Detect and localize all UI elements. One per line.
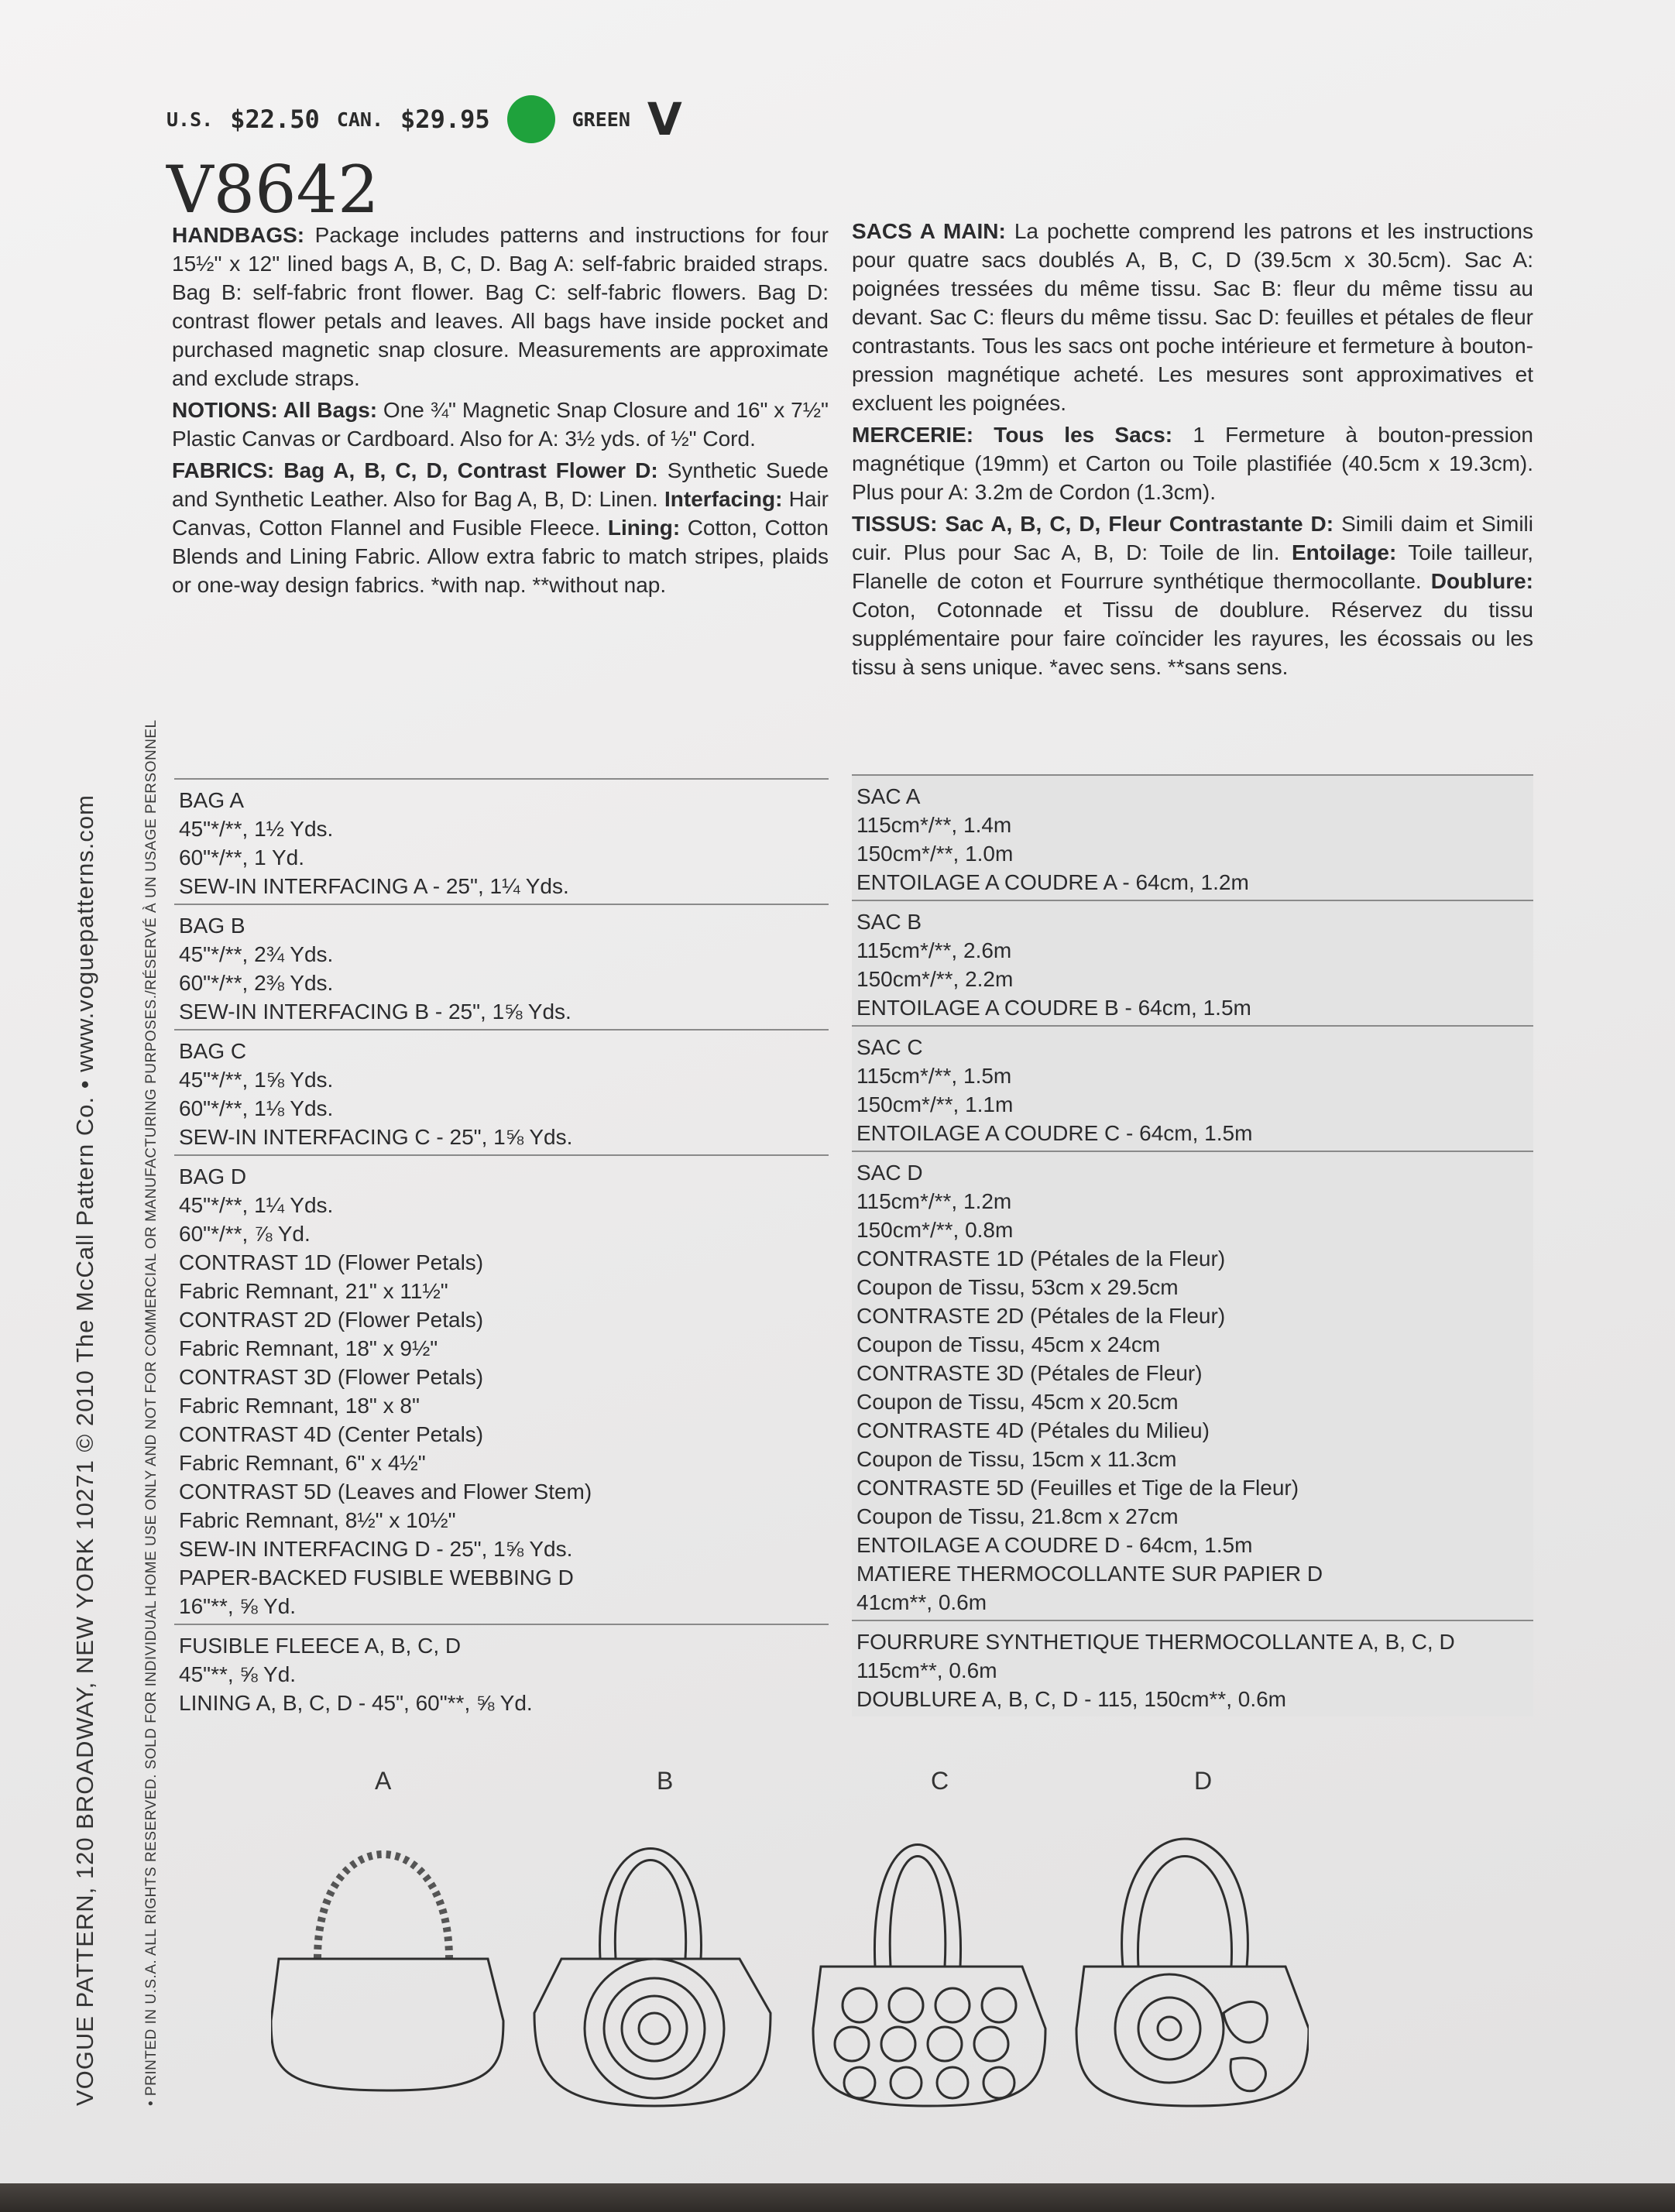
yardage-line: CONTRAST 4D (Center Petals)	[179, 1422, 484, 1446]
yardage-line: PAPER-BACKED FUSIBLE WEBBING D	[179, 1566, 574, 1590]
bag-d-sketch	[1076, 1839, 1309, 2106]
pattern-number: V8642	[166, 152, 379, 228]
yardage-line: DOUBLURE A, B, C, D - 115, 150cm**, 0.6m	[856, 1687, 1287, 1711]
yardage-line: CONTRASTE 2D (Pétales de la Fleur)	[856, 1304, 1226, 1328]
yardage-line: 115cm**, 0.6m	[856, 1658, 997, 1682]
handbags-paragraph: HANDBAGS: Package includes patterns and instructions for four 15½" x 12" lined bags A, B, C, D. Bag A: self-fabric braided straps. Bag B: self-fabric front flower. Bag C: self-fabric flowers. Bag D: contrast flower petals and leaves. All bags have inside pocket and purchased magnetic snap closure. Measurements are approximate and exclude straps.	[172, 223, 829, 390]
yardage-line: 150cm*/**, 1.0m	[856, 842, 1014, 866]
yardage-line: CONTRAST 3D (Flower Petals)	[179, 1365, 484, 1389]
yardage-line: 45"*/**, 1⅝ Yds.	[179, 1068, 334, 1092]
bag-c-sketch	[813, 1845, 1045, 2107]
yardage-line: CONTRASTE 3D (Pétales de Fleur)	[856, 1361, 1203, 1385]
yardage-line: CONTRAST 5D (Leaves and Flower Stem)	[179, 1480, 592, 1504]
yardage-block	[852, 1025, 1533, 1151]
can-price: $29.95	[400, 105, 490, 134]
yardage-line: CONTRASTE 4D (Pétales du Milieu)	[856, 1418, 1210, 1442]
yardage-line: BAG D	[179, 1164, 247, 1188]
sketch-label-d: D	[1194, 1767, 1213, 1795]
french-description	[852, 217, 1533, 684]
yardage-line: Fabric Remnant, 21" x 11½"	[179, 1279, 448, 1303]
yardage-line: BAG C	[179, 1039, 247, 1063]
yardage-line: 115cm*/**, 1.5m	[856, 1064, 1012, 1088]
yardage-block	[852, 1151, 1533, 1620]
yardage-block	[852, 774, 1533, 900]
yardage-line: SAC C	[856, 1035, 923, 1059]
yardage-line: 60"*/**, ⅞ Yd.	[179, 1222, 311, 1246]
yardage-line: 45"*/**, 1½ Yds.	[179, 817, 334, 841]
color-label: GREEN	[571, 108, 630, 131]
yardage-line: 60"*/**, 2⅜ Yds.	[179, 971, 334, 995]
tissus-paragraph: TISSUS: Sac A, B, C, D, Fleur Contrastante D: Simili daim et Simili cuir. Plus pour Sac A, B, D: Toile de lin. Entoilage: Toile tailleur, Flanelle de coton et Fourrure synthétique thermocollante. Doublure: Coton, Cotonnade et Tissu de doublure. Réservez du tissu supplémentaire pour faire coïncider les rayures, les écossais ou les tissu à sens unique. *avec sens. **sans sens.	[852, 512, 1534, 679]
green-dot-icon	[507, 95, 555, 143]
yardage-line: 45"**, ⅝ Yd.	[179, 1662, 297, 1686]
sketch-label-a: A	[375, 1767, 392, 1795]
yardage-line: SAC D	[856, 1161, 923, 1185]
yardage-line: MATIERE THERMOCOLLANTE SUR PAPIER D	[856, 1562, 1323, 1586]
us-price: $22.50	[230, 105, 320, 134]
bag-b-sketch	[534, 1849, 771, 2107]
yardage-line: Fabric Remnant, 8½" x 10½"	[179, 1508, 456, 1532]
yardage-line: 60"*/**, 1⅛ Yds.	[179, 1096, 334, 1120]
yardage-block	[852, 1620, 1533, 1716]
yardage-line: Coupon de Tissu, 15cm x 11.3cm	[856, 1447, 1177, 1471]
yardage-block	[174, 1029, 829, 1154]
yardage-line: FOURRURE SYNTHETIQUE THERMOCOLLANTE A, B, C, D	[856, 1630, 1455, 1654]
yardage-line: CONTRAST 1D (Flower Petals)	[179, 1250, 484, 1274]
yardage-line: SEW-IN INTERFACING B - 25", 1⅝ Yds.	[179, 1000, 571, 1024]
bag-a-sketch	[271, 1854, 503, 2090]
yardage-line: BAG B	[179, 914, 245, 938]
publisher-credit: VOGUE PATTERN, 120 BROADWAY, NEW YORK 10271 © 2010 The McCall Pattern Co. • www.voguepatterns.com	[71, 794, 98, 2106]
yardage-line: 16"**, ⅝ Yd.	[179, 1594, 297, 1618]
yardage-line: 115cm*/**, 1.2m	[856, 1189, 1012, 1213]
yardage-line: Fabric Remnant, 18" x 9½"	[179, 1336, 438, 1360]
english-description	[172, 221, 829, 602]
yardage-line: 41cm**, 0.6m	[856, 1590, 987, 1614]
yardage-line: SEW-IN INTERFACING D - 25", 1⅝ Yds.	[179, 1537, 573, 1561]
yardage-line: 150cm*/**, 0.8m	[856, 1218, 1014, 1242]
brand-mark: V	[647, 93, 682, 146]
yardage-line: SEW-IN INTERFACING A - 25", 1¼ Yds.	[179, 874, 569, 898]
yardage-line: 115cm*/**, 2.6m	[856, 938, 1012, 962]
yardage-block	[852, 900, 1533, 1025]
yardage-block	[174, 1624, 829, 1720]
us-label: U.S.	[166, 108, 214, 131]
yardage-line: Fabric Remnant, 6" x 4½"	[179, 1451, 426, 1475]
yardage-line: Coupon de Tissu, 53cm x 29.5cm	[856, 1275, 1179, 1299]
yardage-line: 115cm*/**, 1.4m	[856, 813, 1012, 837]
yardage-line: ENTOILAGE A COUDRE D - 64cm, 1.5m	[856, 1533, 1253, 1557]
yardage-line: 60"*/**, 1 Yd.	[179, 845, 304, 869]
sketch-label-b: B	[657, 1767, 674, 1795]
yardage-line: Coupon de Tissu, 21.8cm x 27cm	[856, 1504, 1179, 1528]
yardage-line: SAC A	[856, 784, 921, 808]
yardage-line: CONTRASTE 5D (Feuilles et Tige de la Fleur)	[856, 1476, 1299, 1500]
sacs-paragraph: SACS A MAIN: La pochette comprend les patrons et les instructions pour quatre sacs doublés A, B, C, D (39.5cm x 30.5cm). Sac A: poignées tressées du même tissu. Sac B: fleur du même tissu au devant. Sac C: fleurs du même tissu. Sac D: feuilles et pétales de fleur contrastants. Tous les sacs ont poche intérieure et fermeture à bouton-pression magnétique acheté. Les mesures sont approximatives et excluent les poignées.	[852, 219, 1533, 415]
yardage-line: 45"*/**, 1¼ Yds.	[179, 1193, 334, 1217]
yardage-block	[174, 1154, 829, 1624]
yardage-line: BAG A	[179, 788, 245, 812]
yardage-block	[174, 904, 829, 1029]
yardage-line: ENTOILAGE A COUDRE C - 64cm, 1.5m	[856, 1121, 1253, 1145]
yardage-line: ENTOILAGE A COUDRE A - 64cm, 1.2m	[856, 870, 1249, 894]
yardage-line: Coupon de Tissu, 45cm x 24cm	[856, 1332, 1161, 1356]
yardage-line: 150cm*/**, 2.2m	[856, 967, 1014, 991]
yardage-line: 45"*/**, 2¾ Yds.	[179, 942, 334, 966]
yardage-english	[174, 778, 829, 1720]
price-header	[166, 93, 682, 146]
yardage-line: 150cm*/**, 1.1m	[856, 1092, 1014, 1116]
yardage-line: CONTRAST 2D (Flower Petals)	[179, 1308, 484, 1332]
yardage-line: SAC B	[856, 910, 922, 934]
fabrics-paragraph: FABRICS: Bag A, B, C, D, Contrast Flower D: Synthetic Suede and Synthetic Leather. Also for Bag A, B, D: Linen. Interfacing: Hair Canvas, Cotton Flannel and Fusible Fleece. Lining: Cotton, Cotton Blends and Lining Fabric. Allow extra fabric to match stripes, plaids or one-way design fabrics. *with nap. **without nap.	[172, 458, 829, 597]
rights-notice: • PRINTED IN U.S.A. ALL RIGHTS RESERVED. SOLD FOR INDIVIDUAL HOME USE ONLY AND NOT FOR COMMERCIAL OR MANUFACTURING PURPOSES./RÉSERVÉ À UN USAGE PERSONNEL	[143, 719, 160, 2106]
notions-paragraph: NOTIONS: All Bags: One ¾" Magnetic Snap Closure and 16" x 7½" Plastic Canvas or Cardboard. Also for A: 3½ yds. of ½" Cord.	[172, 398, 829, 451]
sketch-label-c: C	[931, 1767, 949, 1795]
mercerie-paragraph: MERCERIE: Tous les Sacs: 1 Fermeture à bouton-pression magnétique (19mm) et Carton ou Toile plastifiée (40.5cm x 19.3cm). Plus pour A: 3.2m de Cordon (1.3cm).	[852, 423, 1533, 504]
yardage-line: LINING A, B, C, D - 45", 60"**, ⅝ Yd.	[179, 1691, 533, 1715]
can-label: CAN.	[336, 108, 384, 131]
yardage-line: Coupon de Tissu, 45cm x 20.5cm	[856, 1390, 1179, 1414]
yardage-line: FUSIBLE FLEECE A, B, C, D	[179, 1634, 462, 1658]
yardage-line: ENTOILAGE A COUDRE B - 64cm, 1.5m	[856, 996, 1251, 1020]
yardage-line: CONTRASTE 1D (Pétales de la Fleur)	[856, 1247, 1226, 1271]
yardage-block	[174, 778, 829, 904]
yardage-line: SEW-IN INTERFACING C - 25", 1⅝ Yds.	[179, 1125, 573, 1149]
table-surface	[0, 2183, 1675, 2212]
bag-sketches	[271, 1804, 1309, 2129]
yardage-line: Fabric Remnant, 18" x 8"	[179, 1394, 420, 1418]
yardage-french	[852, 774, 1533, 1716]
